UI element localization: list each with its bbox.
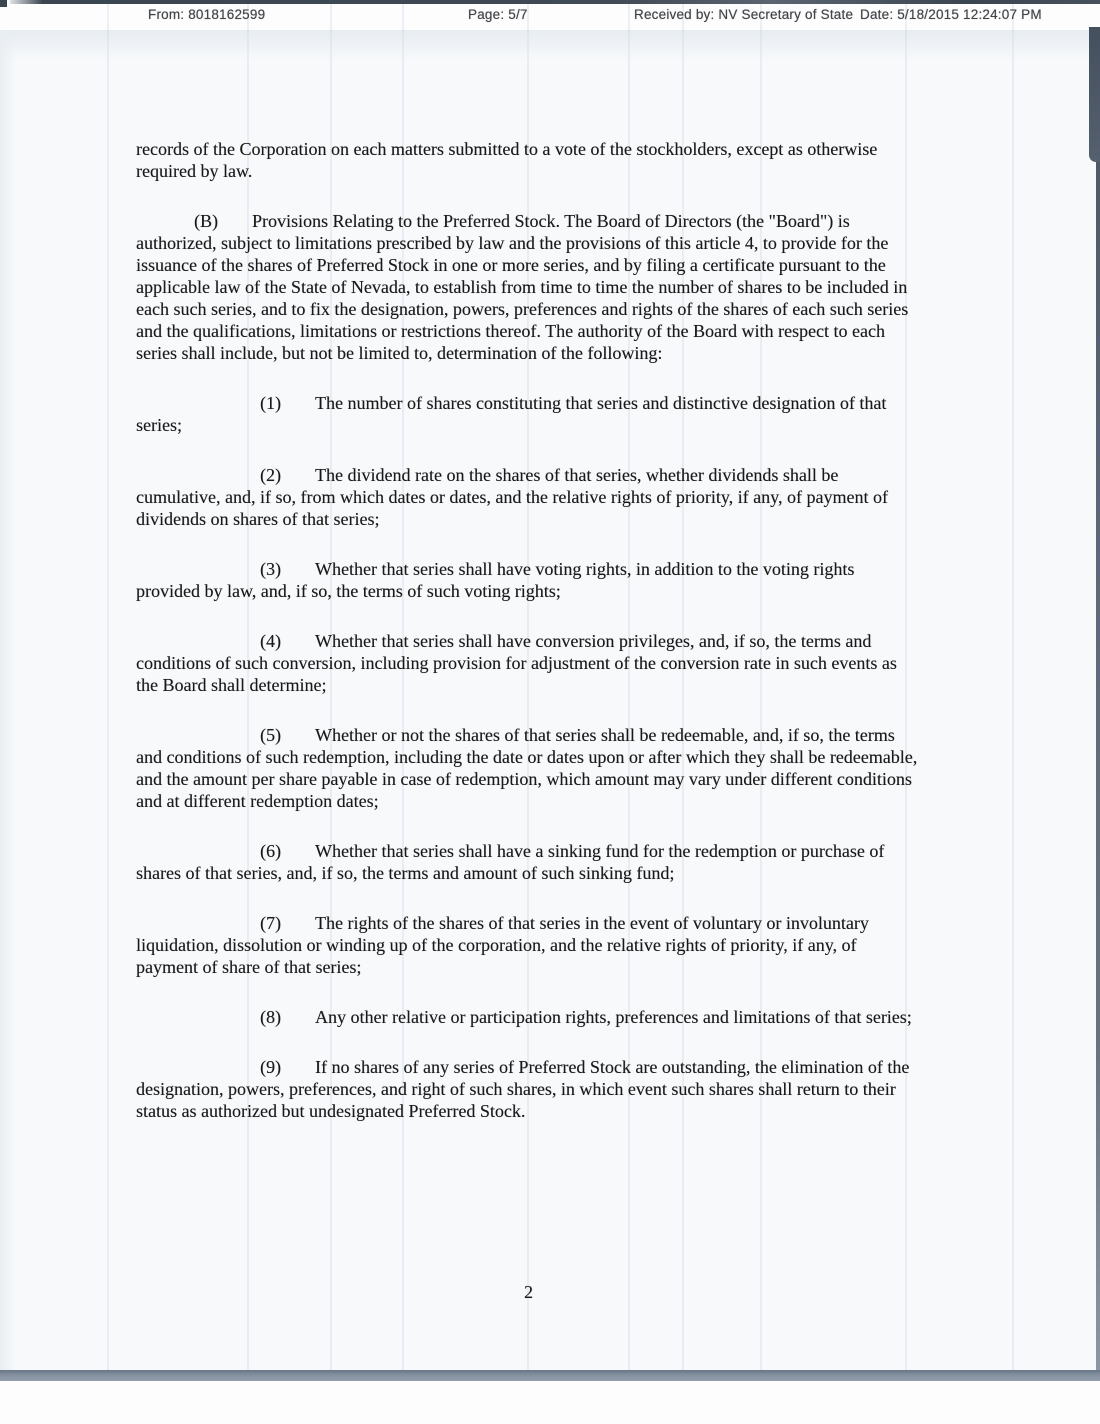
scan-shading-band — [0, 30, 1100, 60]
item-5-label: (5) — [260, 725, 281, 745]
list-item-5 — [136, 724, 920, 812]
item-6-text: Whether that series shall have a sinking fund for the redemption or purchase of shares of that series, and, if so, the terms and amount of such sinking fund; — [136, 841, 885, 883]
section-b-text: Provisions Relating to the Preferred Stock. The Board of Directors (the "Board") is authorized, subject to limitations prescribed by law and the provisions of this article 4, to provide for the issuance of the shares of Preferred Stock in one or more series, and by filing a certificate pursuant to the applicable law of the State of Nevada, to establish from time to time the number of shares to be included in each such series, and to fix the designation, powers, preferences and rights of the shares of each such series and the qualifications, limitations or restrictions thereof. The authority of the Board with respect to each series shall include, but not be limited to, determination of the following: — [136, 211, 909, 363]
list-item-1 — [136, 392, 920, 436]
document-body — [136, 138, 920, 1150]
item-3-label: (3) — [260, 559, 281, 579]
paragraph-intro: records of the Corporation on each matters submitted to a vote of the stockholders, except as otherwise required by law. — [136, 139, 878, 181]
item-3-text: Whether that series shall have voting rights, in addition to the voting rights provided by law, and, if so, the terms of such voting rights; — [136, 559, 855, 601]
section-b-label: (B) — [194, 211, 218, 231]
list-item-7 — [136, 912, 920, 978]
item-8-label: (8) — [260, 1007, 281, 1027]
item-2-text: The dividend rate on the shares of that series, whether dividends shall be cumulative, and, if so, from which dates or dates, and the relative rights of priority, if any, of payment of dividends on shares of that series; — [136, 465, 888, 529]
item-1-text: The number of shares constituting that series and distinctive designation of that series; — [136, 393, 887, 435]
item-4-label: (4) — [260, 631, 281, 651]
list-item-2 — [136, 464, 920, 530]
scan-left-shade — [0, 30, 16, 1370]
item-8-text: Any other relative or participation rights, preferences and limitations of that series; — [315, 1007, 912, 1027]
scanner-streak — [1012, 0, 1014, 1370]
item-5-text: Whether or not the shares of that series shall be redeemable, and, if so, the terms and conditions of such redemption, including the date or dates upon or after which they shall be redeemable, and the amount per share payable in case of redemption, which amount may vary under different conditions and at different redemption dates; — [136, 725, 918, 811]
item-2-label: (2) — [260, 465, 281, 485]
item-7-text: The rights of the shares of that series in the event of voluntary or involuntary liquidation, dissolution or winding up of the corporation, and the relative rights of priority, if any, of payment of share of that series; — [136, 913, 869, 977]
item-7-label: (7) — [260, 913, 281, 933]
scan-below-page-area — [0, 1381, 1100, 1424]
list-item-6 — [136, 840, 920, 884]
scan-right-edge-top — [1089, 27, 1100, 162]
item-9-text: If no shares of any series of Preferred Stock are outstanding, the elimination of the designation, powers, preferences, and right of such shares, in which event such shares shall return to their status as authorized but undesignated Preferred Stock. — [136, 1057, 910, 1121]
page-number: 2 — [524, 1282, 533, 1302]
list-item-8 — [136, 1006, 920, 1028]
scanner-streak — [107, 0, 109, 1370]
scan-top-edge — [10, 0, 1100, 4]
fax-date: Date: 5/18/2015 12:24:07 PM — [860, 7, 1042, 22]
scan-bottom-edge — [0, 1370, 1100, 1381]
item-4-text: Whether that series shall have conversion privileges, and, if so, the terms and conditions of such conversion, including provision for adjustment of the conversion rate in such events as the Board shall determine; — [136, 631, 897, 695]
paragraph-section-b — [136, 210, 920, 364]
scan-corner-artifact — [0, 0, 7, 7]
scan-right-edge — [1096, 27, 1100, 1373]
fax-from: From: 8018162599 — [148, 7, 266, 22]
item-9-label: (9) — [260, 1057, 281, 1077]
item-6-label: (6) — [260, 841, 281, 861]
list-item-3 — [136, 558, 920, 602]
list-item-9 — [136, 1056, 920, 1122]
fax-page-count: Page: 5/7 — [468, 7, 528, 22]
item-1-label: (1) — [260, 393, 281, 413]
list-item-4 — [136, 630, 920, 696]
fax-received-by: Received by: NV Secretary of State — [634, 7, 854, 22]
